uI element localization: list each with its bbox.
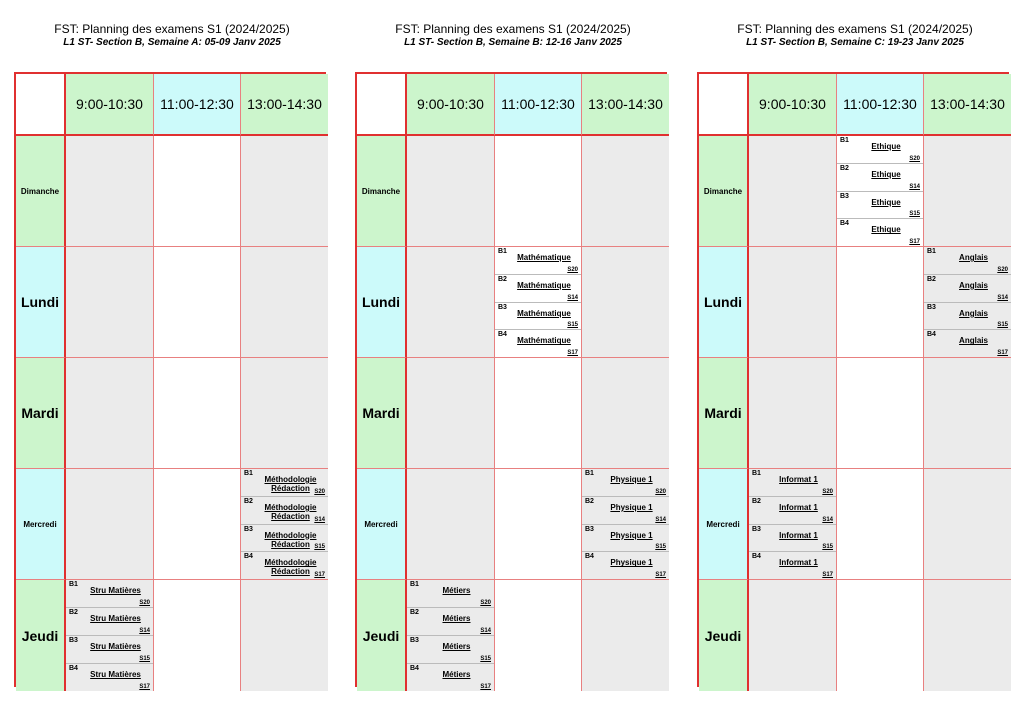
exam-slot [66, 469, 154, 580]
exam-slot [837, 136, 924, 247]
exam-subject: Stru Matières [90, 670, 141, 679]
exam-room: S17 [480, 684, 491, 690]
time-slot-header: 11:00-12:30 [495, 74, 582, 136]
day-label: Mercredi [357, 469, 407, 580]
page-title: FST: Planning des examens S1 (2024/2025) [54, 22, 290, 36]
exam-entry [582, 497, 669, 525]
exam-group-list [837, 136, 923, 246]
exam-entry [66, 580, 153, 608]
day-label: Lundi [16, 247, 66, 358]
grid-corner [16, 74, 66, 136]
group-code: B1 [69, 581, 78, 588]
exam-subject: Anglais [959, 336, 988, 346]
exam-room: S14 [567, 294, 578, 301]
group-code: B4 [244, 553, 253, 561]
exam-entry [924, 275, 1011, 303]
exam-subject: Ethique [871, 225, 901, 235]
group-code: B4 [752, 553, 761, 561]
exam-entry [749, 469, 836, 497]
exam-subject: Stru Matières [90, 642, 141, 651]
group-code: B2 [498, 275, 507, 283]
exam-room: S15 [314, 544, 325, 551]
exam-slot [495, 580, 582, 691]
group-code: B1 [498, 248, 507, 255]
day-label: Mardi [699, 358, 749, 469]
exam-room: S15 [909, 211, 920, 218]
exam-room: S15 [480, 656, 491, 662]
exam-room: S17 [997, 350, 1008, 356]
group-code: B2 [69, 609, 78, 616]
exam-entry [495, 275, 581, 303]
exam-slot [66, 136, 154, 247]
group-code: B3 [498, 303, 507, 311]
exam-slot [749, 136, 837, 247]
exam-room: S17 [655, 572, 666, 578]
exam-slot [154, 247, 241, 358]
group-code: B2 [410, 609, 419, 616]
exam-subject: Informat 1 [779, 502, 818, 512]
group-code: B3 [840, 192, 849, 200]
exam-slot [407, 358, 495, 469]
exam-subject: Physique 1 [610, 558, 653, 568]
exam-group-list [582, 469, 669, 579]
group-code: B1 [244, 470, 253, 477]
exam-slot [154, 358, 241, 469]
time-slot-header: 9:00-10:30 [66, 74, 154, 136]
group-code: B4 [840, 220, 849, 228]
day-label: Jeudi [357, 580, 407, 691]
exam-entry [66, 608, 153, 636]
exam-entry [837, 192, 923, 220]
time-slot-header: 13:00-14:30 [582, 74, 669, 136]
exam-slot [241, 247, 328, 358]
exam-room: S14 [822, 516, 833, 523]
day-label: Mercredi [699, 469, 749, 580]
group-code: B4 [410, 665, 419, 672]
exam-slot [407, 247, 495, 358]
group-code: B2 [927, 275, 936, 283]
exam-slot [582, 247, 669, 358]
exam-entry [495, 303, 581, 331]
group-code: B2 [585, 497, 594, 505]
exam-entry [66, 664, 153, 691]
exam-subject: Mathématique [517, 280, 571, 290]
schedule-grid [14, 72, 326, 690]
week-block-c [697, 0, 1013, 700]
group-code: B4 [927, 331, 936, 339]
exam-subject: Métiers [442, 642, 471, 651]
time-slot-header: 9:00-10:30 [407, 74, 495, 136]
exam-slot [407, 469, 495, 580]
exam-room: S17 [139, 684, 150, 690]
day-label: Mardi [357, 358, 407, 469]
exam-subject: Méthodologie Rédaction [264, 558, 317, 577]
exam-subject: Physique 1 [610, 475, 653, 484]
time-slot-header: 13:00-14:30 [924, 74, 1011, 136]
exam-slot [154, 136, 241, 247]
exam-room: S14 [997, 294, 1008, 301]
exam-room: S15 [655, 544, 666, 551]
day-label: Mardi [16, 358, 66, 469]
exam-room: S17 [909, 239, 920, 245]
page-title: FST: Planning des examens S1 (2024/2025) [737, 22, 973, 36]
exam-entry [924, 303, 1011, 331]
exam-entry [582, 469, 669, 497]
group-code: B3 [752, 525, 761, 533]
exam-entry [837, 136, 923, 164]
exam-subject: Métiers [442, 614, 471, 623]
exam-subject: Physique 1 [610, 530, 653, 540]
exam-entry [924, 330, 1011, 357]
exam-slot [495, 247, 582, 358]
grid-corner [357, 74, 407, 136]
exam-group-list [749, 469, 836, 579]
exam-slot [582, 136, 669, 247]
exam-subject: Informat 1 [779, 475, 818, 484]
exam-room: S20 [909, 155, 920, 162]
exam-entry [241, 497, 328, 525]
time-slot-header: 13:00-14:30 [241, 74, 328, 136]
group-code: B3 [927, 303, 936, 311]
exam-room: S15 [997, 322, 1008, 329]
exam-slot [837, 358, 924, 469]
group-code: B3 [410, 637, 419, 644]
exam-subject: Mathématique [517, 308, 571, 318]
exam-slot [582, 358, 669, 469]
exam-slot [924, 469, 1011, 580]
exam-slot [837, 580, 924, 691]
exam-entry [241, 469, 328, 497]
exam-slot [924, 358, 1011, 469]
exam-slot [66, 358, 154, 469]
exam-subject: Méthodologie Rédaction [264, 475, 317, 493]
exam-room: S15 [567, 322, 578, 329]
exam-slot [241, 469, 328, 580]
exam-subject: Métiers [442, 586, 471, 595]
exam-slot [749, 580, 837, 691]
exam-room: S17 [822, 572, 833, 578]
exam-slot [495, 469, 582, 580]
exam-room: S20 [997, 266, 1008, 273]
exam-room: S14 [139, 628, 150, 634]
exam-slot [582, 469, 669, 580]
group-code: B4 [69, 665, 78, 672]
exam-slot [66, 247, 154, 358]
exam-room: S14 [480, 628, 491, 634]
group-code: B1 [585, 470, 594, 477]
day-label: Jeudi [16, 580, 66, 691]
group-code: B3 [585, 525, 594, 533]
exam-room: S15 [139, 656, 150, 662]
exam-room: S17 [314, 572, 325, 578]
exam-entry [837, 219, 923, 246]
group-code: B2 [752, 497, 761, 505]
day-label: Lundi [357, 247, 407, 358]
time-slot-header: 11:00-12:30 [837, 74, 924, 136]
exam-slot [495, 358, 582, 469]
time-slot-header: 11:00-12:30 [154, 74, 241, 136]
exam-subject: Mathématique [517, 336, 571, 346]
exam-slot [241, 136, 328, 247]
exam-room: S14 [655, 516, 666, 523]
exam-entry [495, 247, 581, 275]
exam-group-list [407, 580, 494, 691]
exam-subject: Ethique [871, 169, 901, 179]
exam-group-list [495, 247, 581, 357]
page-subtitle: L1 ST- Section B, Semaine C: 19-23 Janv 2025 [746, 37, 964, 48]
schedule-grid [355, 72, 667, 690]
exam-slot [154, 469, 241, 580]
grid-corner [699, 74, 749, 136]
exam-slot [749, 469, 837, 580]
exam-slot [837, 469, 924, 580]
exam-room: S20 [314, 488, 325, 495]
exam-slot [924, 136, 1011, 247]
exam-entry [749, 552, 836, 579]
exam-slot [924, 580, 1011, 691]
exam-slot [241, 358, 328, 469]
exam-entry [241, 525, 328, 553]
exam-subject: Méthodologie Rédaction [264, 502, 317, 521]
exam-slot [241, 580, 328, 691]
group-code: B4 [498, 331, 507, 339]
exam-subject: Ethique [871, 142, 901, 151]
exam-room: S20 [655, 488, 666, 495]
exam-room: S17 [567, 350, 578, 356]
group-code: B3 [69, 637, 78, 644]
exam-group-list [924, 247, 1011, 357]
exam-entry [66, 636, 153, 664]
exam-subject: Stru Matières [90, 614, 141, 623]
exam-slot [749, 247, 837, 358]
exam-slot [582, 580, 669, 691]
group-code: B2 [244, 497, 253, 505]
exam-group-list [66, 580, 153, 691]
exam-slot [837, 247, 924, 358]
exam-entry [582, 552, 669, 579]
exam-subject: Physique 1 [610, 502, 653, 512]
exam-entry [495, 330, 581, 357]
day-label: Dimanche [16, 136, 66, 247]
exam-subject: Anglais [959, 308, 988, 318]
exam-entry [749, 525, 836, 553]
exam-entry [407, 580, 494, 608]
group-code: B1 [410, 581, 419, 588]
exam-subject: Informat 1 [779, 558, 818, 568]
exam-entry [582, 525, 669, 553]
exam-room: S15 [822, 544, 833, 551]
exam-slot [154, 580, 241, 691]
day-label: Jeudi [699, 580, 749, 691]
exam-slot [749, 358, 837, 469]
exam-room: S20 [139, 600, 150, 606]
day-label: Dimanche [699, 136, 749, 247]
exam-room: S14 [314, 516, 325, 523]
exam-entry [241, 552, 328, 579]
group-code: B1 [927, 248, 936, 255]
exam-entry [837, 164, 923, 192]
page-title: FST: Planning des examens S1 (2024/2025) [395, 22, 631, 36]
week-block-a [14, 0, 330, 700]
group-code: B1 [752, 470, 761, 477]
exam-entry [407, 608, 494, 636]
exam-subject: Anglais [959, 280, 988, 290]
group-code: B3 [244, 525, 253, 533]
exam-subject: Métiers [442, 670, 471, 679]
page-subtitle: L1 ST- Section B, Semaine A: 05-09 Janv 2025 [63, 37, 281, 48]
exam-room: S20 [480, 600, 491, 606]
exam-slot [407, 136, 495, 247]
exam-subject: Ethique [871, 197, 901, 207]
group-code: B4 [585, 553, 594, 561]
exam-subject: Mathématique [517, 253, 571, 262]
group-code: B1 [840, 137, 849, 144]
exam-entry [924, 247, 1011, 275]
exam-subject: Méthodologie Rédaction [264, 530, 317, 549]
schedule-grid [697, 72, 1009, 687]
day-label: Mercredi [16, 469, 66, 580]
exam-entry [749, 497, 836, 525]
exam-subject: Informat 1 [779, 530, 818, 540]
page-subtitle: L1 ST- Section B, Semaine B: 12-16 Janv 2025 [404, 37, 622, 48]
day-label: Lundi [699, 247, 749, 358]
week-block-b [355, 0, 671, 700]
exam-subject: Anglais [959, 253, 988, 262]
exam-slot [407, 580, 495, 691]
exam-slot [66, 580, 154, 691]
exam-subject: Stru Matières [90, 586, 141, 595]
exam-slot [924, 247, 1011, 358]
time-slot-header: 9:00-10:30 [749, 74, 837, 136]
exam-room: S20 [567, 266, 578, 273]
group-code: B2 [840, 164, 849, 172]
exam-group-list [241, 469, 328, 579]
exam-slot [495, 136, 582, 247]
exam-room: S20 [822, 488, 833, 495]
day-label: Dimanche [357, 136, 407, 247]
exam-room: S14 [909, 183, 920, 190]
exam-entry [407, 664, 494, 691]
exam-entry [407, 636, 494, 664]
